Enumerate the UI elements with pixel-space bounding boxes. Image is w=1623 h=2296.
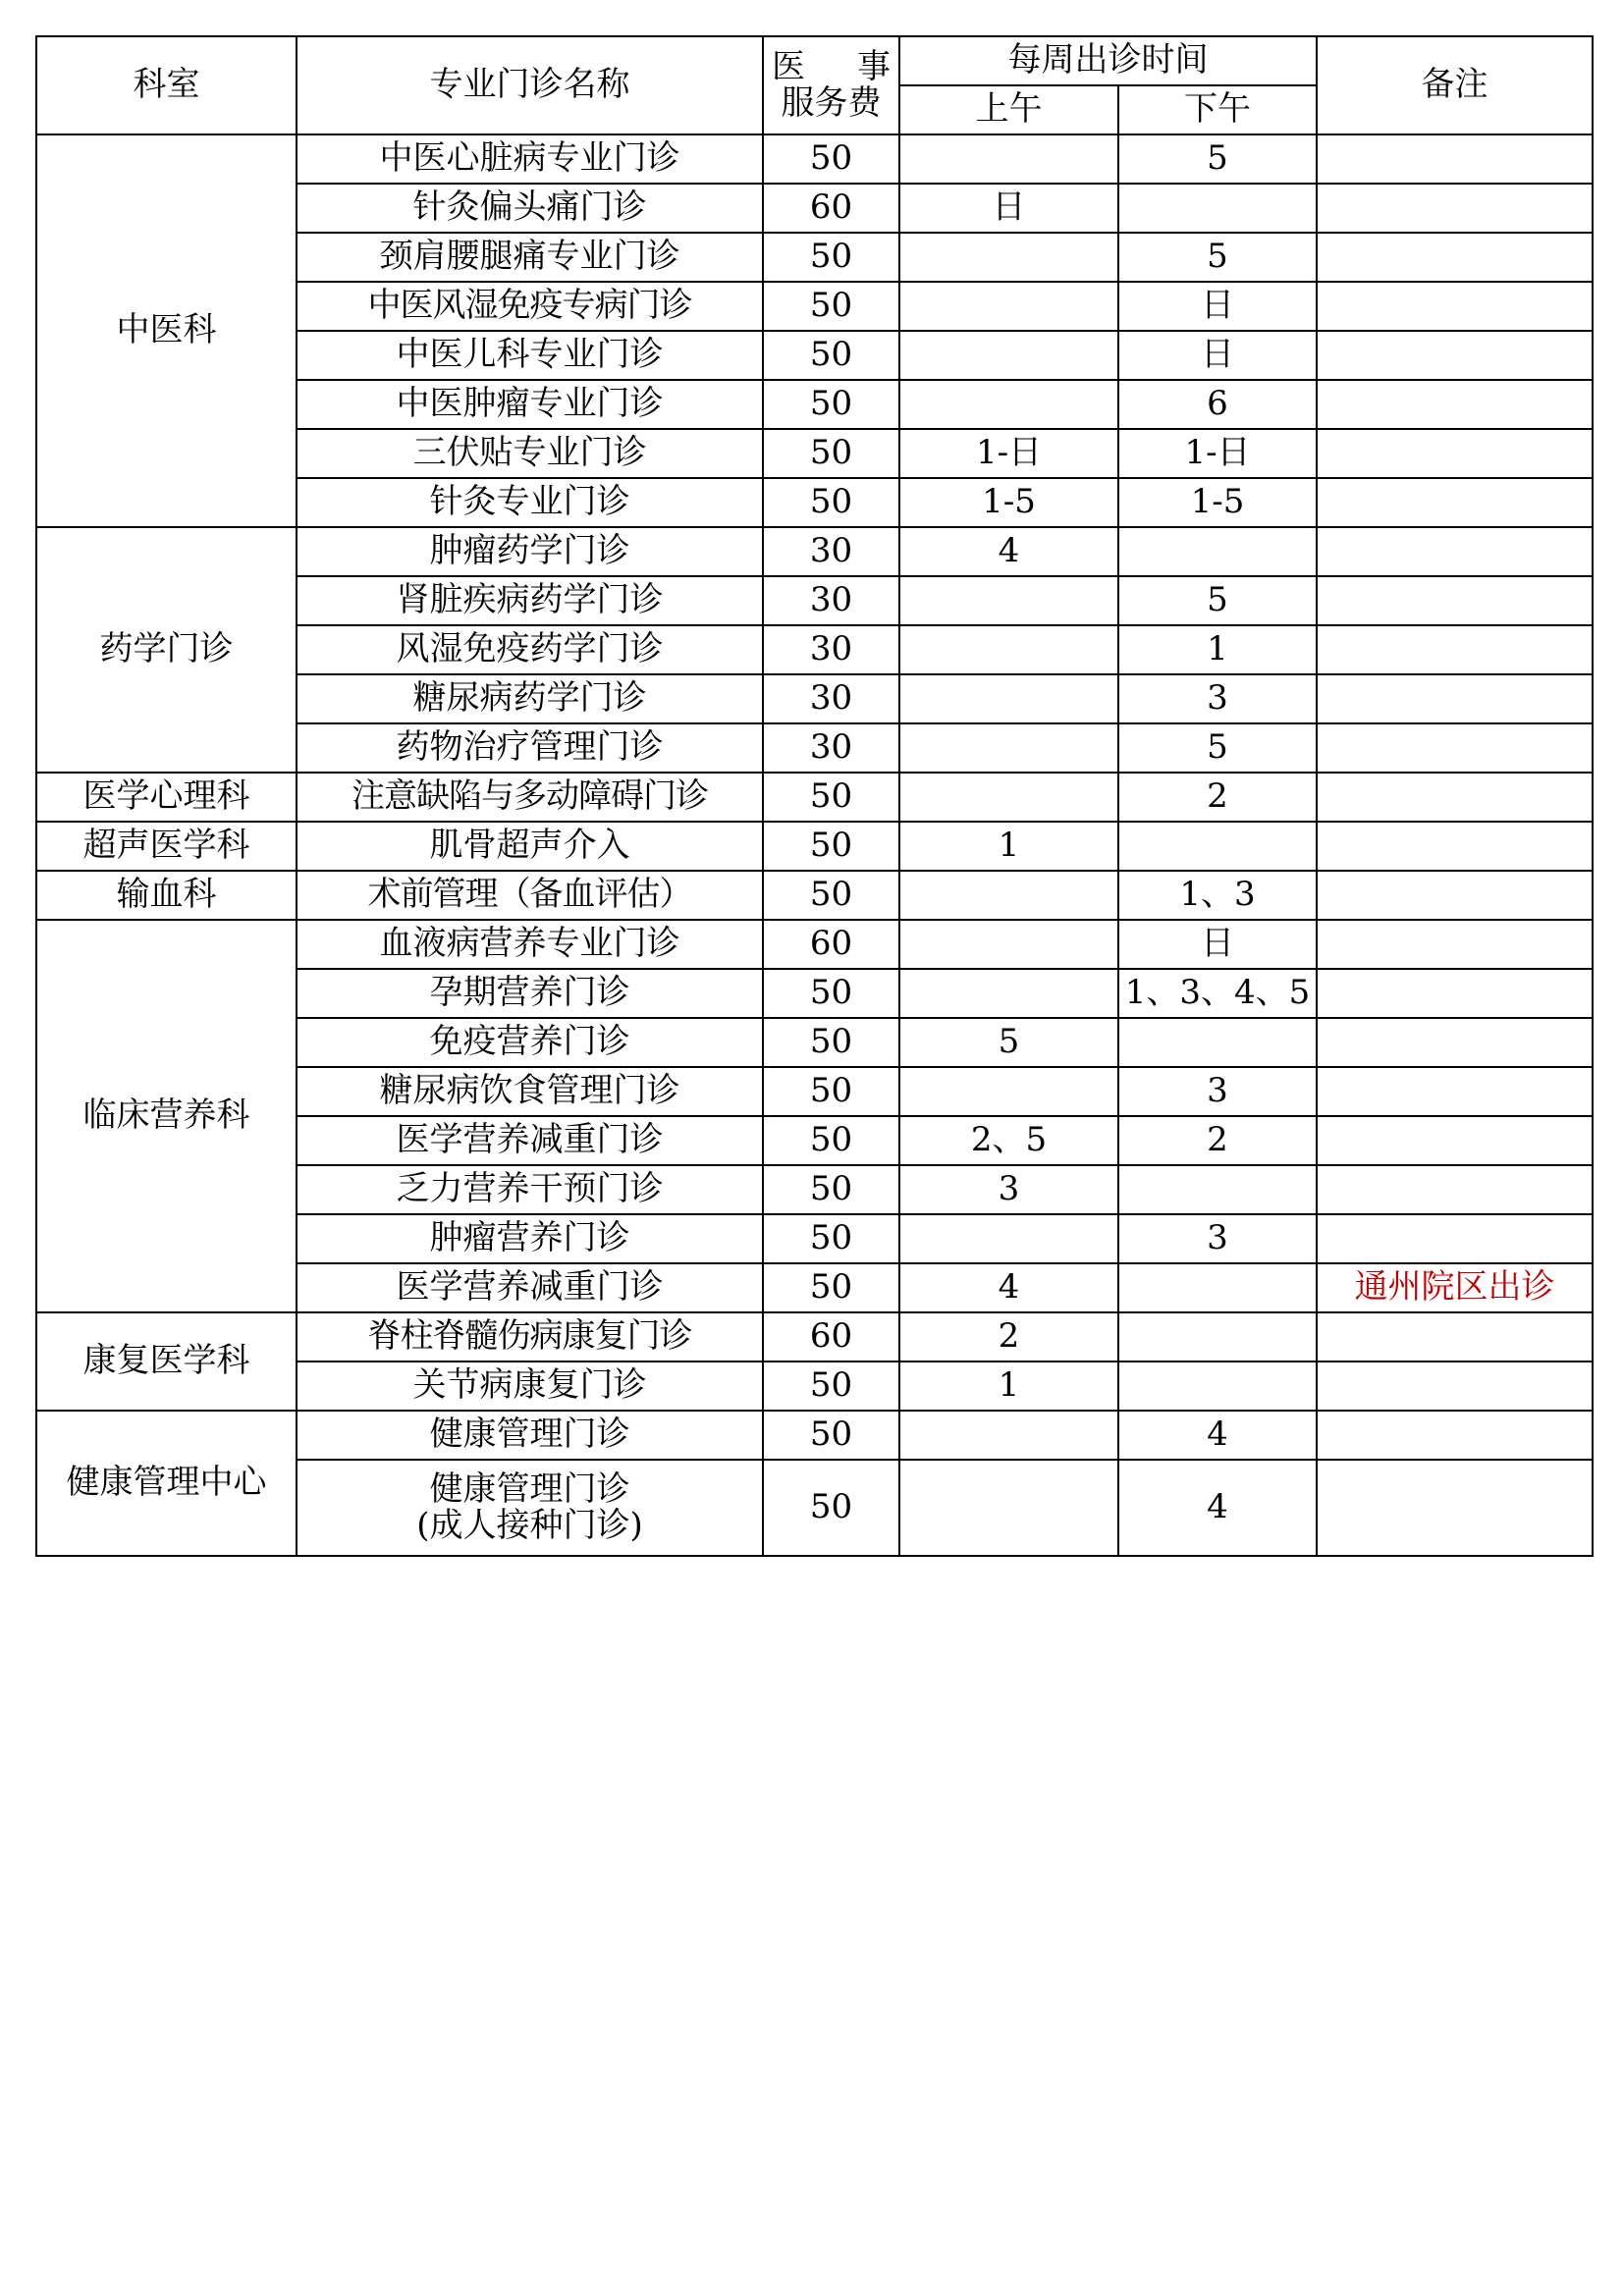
clinic-name-cell: 孕期营养门诊 — [297, 969, 763, 1018]
dept-name-cell: 健康管理中心 — [36, 1411, 297, 1556]
fee-cell: 30 — [763, 674, 899, 723]
am-cell — [899, 1411, 1118, 1460]
fee-cell: 50 — [763, 134, 899, 184]
note-cell — [1317, 1214, 1593, 1263]
table-row — [36, 134, 1593, 184]
table-row — [36, 1411, 1593, 1460]
note-cell — [1317, 1411, 1593, 1460]
clinic-name-cell: 药物治疗管理门诊 — [297, 723, 763, 773]
pm-cell: 日 — [1118, 282, 1317, 331]
note-cell: 通州院区出诊 — [1317, 1263, 1593, 1312]
note-cell — [1317, 1018, 1593, 1067]
dept-name-cell: 药学门诊 — [36, 527, 297, 773]
am-cell — [899, 1460, 1118, 1556]
table-row — [36, 871, 1593, 920]
header-am: 上午 — [899, 85, 1118, 134]
clinic-name-cell: 医学营养减重门诊 — [297, 1116, 763, 1165]
am-cell — [899, 674, 1118, 723]
note-cell — [1317, 282, 1593, 331]
am-cell — [899, 233, 1118, 282]
clinic-name-cell: 糖尿病药学门诊 — [297, 674, 763, 723]
fee-cell: 60 — [763, 184, 899, 233]
pm-cell — [1118, 822, 1317, 871]
clinic-name-cell: 术前管理（备血评估） — [297, 871, 763, 920]
am-cell — [899, 1067, 1118, 1116]
header-fee-line1: 医 事 — [772, 46, 891, 86]
fee-cell: 60 — [763, 920, 899, 969]
pm-cell: 4 — [1118, 1460, 1317, 1556]
fee-cell: 30 — [763, 527, 899, 576]
clinic-name-cell: 中医风湿免疫专病门诊 — [297, 282, 763, 331]
header-fee-line2: 服务费 — [781, 83, 882, 123]
clinic-name-cell: 糖尿病饮食管理门诊 — [297, 1067, 763, 1116]
pm-cell: 日 — [1118, 331, 1317, 380]
clinic-name-cell: 乏力营养干预门诊 — [297, 1165, 763, 1214]
dept-name-cell: 超声医学科 — [36, 822, 297, 871]
note-cell — [1317, 822, 1593, 871]
fee-cell: 50 — [763, 1165, 899, 1214]
clinic-name-cell: 中医心脏病专业门诊 — [297, 134, 763, 184]
am-cell — [899, 576, 1118, 625]
am-cell — [899, 773, 1118, 822]
clinic-name-line2: (成人接种门诊) — [416, 1506, 643, 1545]
clinic-name-cell: 风湿免疫药学门诊 — [297, 625, 763, 674]
pm-cell: 1-5 — [1118, 478, 1317, 527]
am-cell — [899, 134, 1118, 184]
am-cell: 1-日 — [899, 429, 1118, 478]
note-cell — [1317, 233, 1593, 282]
fee-cell: 30 — [763, 625, 899, 674]
am-cell — [899, 969, 1118, 1018]
header-fee — [763, 36, 899, 134]
pm-cell: 3 — [1118, 1067, 1317, 1116]
am-cell: 3 — [899, 1165, 1118, 1214]
fee-cell: 50 — [763, 1460, 899, 1556]
clinic-name-cell: 针灸偏头痛门诊 — [297, 184, 763, 233]
header-dept: 科室 — [36, 36, 297, 134]
fee-cell: 50 — [763, 233, 899, 282]
am-cell — [899, 920, 1118, 969]
fee-cell: 50 — [763, 1214, 899, 1263]
note-cell — [1317, 674, 1593, 723]
am-cell — [899, 871, 1118, 920]
fee-cell: 50 — [763, 871, 899, 920]
header-clinic-name: 专业门诊名称 — [297, 36, 763, 134]
note-cell — [1317, 576, 1593, 625]
fee-cell: 30 — [763, 723, 899, 773]
clinic-name-cell: 免疫营养门诊 — [297, 1018, 763, 1067]
am-cell — [899, 282, 1118, 331]
clinic-name-cell: 肾脏疾病药学门诊 — [297, 576, 763, 625]
note-cell — [1317, 331, 1593, 380]
am-cell: 1 — [899, 822, 1118, 871]
table-row — [36, 527, 1593, 576]
fee-cell: 50 — [763, 1263, 899, 1312]
pm-cell: 3 — [1118, 674, 1317, 723]
note-cell — [1317, 920, 1593, 969]
note-cell — [1317, 134, 1593, 184]
clinic-name-cell: 关节病康复门诊 — [297, 1362, 763, 1411]
fee-cell: 50 — [763, 1411, 899, 1460]
fee-cell: 50 — [763, 1116, 899, 1165]
note-cell — [1317, 184, 1593, 233]
pm-cell: 2 — [1118, 1116, 1317, 1165]
pm-cell — [1118, 1362, 1317, 1411]
fee-cell: 50 — [763, 380, 899, 429]
fee-cell: 50 — [763, 773, 899, 822]
dept-name-cell: 医学心理科 — [36, 773, 297, 822]
fee-cell: 50 — [763, 822, 899, 871]
pm-cell — [1118, 1263, 1317, 1312]
fee-cell: 30 — [763, 576, 899, 625]
note-cell — [1317, 871, 1593, 920]
am-cell: 4 — [899, 1263, 1118, 1312]
table-row — [36, 773, 1593, 822]
note-cell — [1317, 478, 1593, 527]
am-cell — [899, 723, 1118, 773]
pm-cell: 1、3、4、5 — [1118, 969, 1317, 1018]
pm-cell: 5 — [1118, 134, 1317, 184]
note-cell — [1317, 1116, 1593, 1165]
fee-cell: 50 — [763, 1018, 899, 1067]
am-cell: 1 — [899, 1362, 1118, 1411]
clinic-name-cell: 三伏贴专业门诊 — [297, 429, 763, 478]
fee-cell: 50 — [763, 1362, 899, 1411]
clinic-name-cell: 健康管理门诊 — [297, 1411, 763, 1460]
note-cell — [1317, 1067, 1593, 1116]
pm-cell — [1118, 527, 1317, 576]
pm-cell — [1118, 1312, 1317, 1362]
note-cell — [1317, 723, 1593, 773]
header-weekly-time: 每周出诊时间 — [899, 36, 1317, 85]
clinic-name-cell: 针灸专业门诊 — [297, 478, 763, 527]
pm-cell: 2 — [1118, 773, 1317, 822]
pm-cell: 3 — [1118, 1214, 1317, 1263]
note-cell — [1317, 429, 1593, 478]
note-cell — [1317, 1312, 1593, 1362]
clinic-name-cell: 颈肩腰腿痛专业门诊 — [297, 233, 763, 282]
pm-cell: 5 — [1118, 233, 1317, 282]
am-cell — [899, 625, 1118, 674]
am-cell: 2 — [899, 1312, 1118, 1362]
fee-cell: 60 — [763, 1312, 899, 1362]
am-cell: 日 — [899, 184, 1118, 233]
pm-cell: 5 — [1118, 723, 1317, 773]
table-row — [36, 920, 1593, 969]
fee-cell: 50 — [763, 969, 899, 1018]
am-cell: 4 — [899, 527, 1118, 576]
pm-cell: 日 — [1118, 920, 1317, 969]
am-cell: 5 — [899, 1018, 1118, 1067]
fee-cell: 50 — [763, 1067, 899, 1116]
clinic-name-cell — [297, 1460, 763, 1556]
note-cell — [1317, 773, 1593, 822]
note-cell — [1317, 380, 1593, 429]
note-cell — [1317, 969, 1593, 1018]
dept-name-cell: 输血科 — [36, 871, 297, 920]
pm-cell — [1118, 184, 1317, 233]
pm-cell — [1118, 1165, 1317, 1214]
pm-cell — [1118, 1018, 1317, 1067]
pm-cell: 1、3 — [1118, 871, 1317, 920]
dept-name-cell: 康复医学科 — [36, 1312, 297, 1411]
dept-name-cell: 临床营养科 — [36, 920, 297, 1312]
clinic-name-cell: 医学营养减重门诊 — [297, 1263, 763, 1312]
note-cell — [1317, 1460, 1593, 1556]
fee-cell: 50 — [763, 282, 899, 331]
fee-cell: 50 — [763, 429, 899, 478]
note-cell — [1317, 1165, 1593, 1214]
am-cell — [899, 1214, 1118, 1263]
table-row — [36, 1312, 1593, 1362]
clinic-name-cell: 中医儿科专业门诊 — [297, 331, 763, 380]
clinic-name-cell: 脊柱脊髓伤病康复门诊 — [297, 1312, 763, 1362]
pm-cell: 4 — [1118, 1411, 1317, 1460]
am-cell: 2、5 — [899, 1116, 1118, 1165]
clinic-schedule-table — [35, 35, 1594, 1557]
dept-name-cell: 中医科 — [36, 134, 297, 527]
fee-cell: 50 — [763, 331, 899, 380]
am-cell — [899, 380, 1118, 429]
header-pm: 下午 — [1118, 85, 1317, 134]
clinic-name-cell: 注意缺陷与多动障碍门诊 — [297, 773, 763, 822]
pm-cell: 5 — [1118, 576, 1317, 625]
clinic-name-cell: 肿瘤药学门诊 — [297, 527, 763, 576]
header-row — [36, 36, 1593, 85]
note-cell — [1317, 625, 1593, 674]
pm-cell: 1 — [1118, 625, 1317, 674]
am-cell — [899, 331, 1118, 380]
am-cell: 1-5 — [899, 478, 1118, 527]
clinic-name-line1: 健康管理门诊 — [429, 1468, 630, 1509]
note-cell — [1317, 1362, 1593, 1411]
pm-cell: 1-日 — [1118, 429, 1317, 478]
pm-cell: 6 — [1118, 380, 1317, 429]
table-body — [36, 36, 1593, 1556]
clinic-name-cell: 肿瘤营养门诊 — [297, 1214, 763, 1263]
clinic-name-cell: 血液病营养专业门诊 — [297, 920, 763, 969]
note-cell — [1317, 527, 1593, 576]
table-row — [36, 822, 1593, 871]
clinic-name-cell: 肌骨超声介入 — [297, 822, 763, 871]
clinic-name-cell: 中医肿瘤专业门诊 — [297, 380, 763, 429]
fee-cell: 50 — [763, 478, 899, 527]
header-note: 备注 — [1317, 36, 1593, 134]
